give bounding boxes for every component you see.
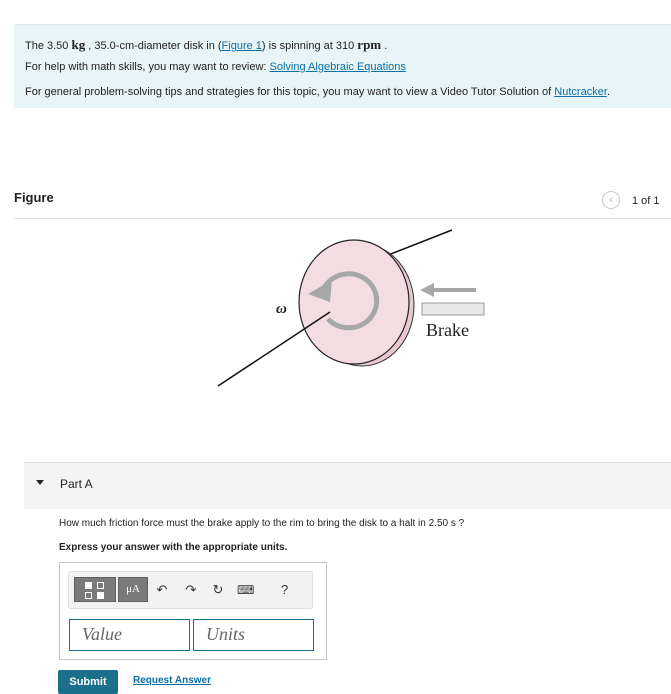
answer-box bbox=[59, 562, 327, 660]
keyboard-icon[interactable]: ⌨ bbox=[237, 583, 255, 597]
value-input[interactable]: Value bbox=[69, 619, 190, 651]
request-answer-link[interactable]: Request Answer bbox=[133, 675, 211, 686]
template-square-icon bbox=[85, 592, 92, 599]
templates-button[interactable] bbox=[74, 577, 116, 602]
math-toolbar bbox=[68, 571, 313, 609]
omega-label: ω bbox=[276, 301, 287, 317]
problem-statement bbox=[25, 37, 387, 53]
axle-front bbox=[218, 312, 330, 386]
previous-figure-button[interactable] bbox=[602, 191, 620, 209]
part-a-label: Part A bbox=[60, 477, 93, 491]
statement-text-3: ) is spinning at 310 bbox=[261, 40, 358, 52]
brake-label: Brake bbox=[426, 320, 469, 340]
template-square-icon bbox=[97, 582, 104, 589]
figure-page-count: 1 of 1 bbox=[632, 195, 660, 207]
math-help-text: For help with math skills, you may want to review: bbox=[25, 61, 270, 73]
statement-text-4: . bbox=[381, 40, 388, 52]
chevron-left-icon: ‹ bbox=[609, 194, 613, 206]
figure-top-divider bbox=[14, 218, 671, 219]
video-tutor-text: For general problem-solving tips and strategies for this topic, you may want to view a Video Tutor Solution of bbox=[25, 86, 555, 98]
problem-intro bbox=[14, 24, 671, 108]
reset-icon[interactable]: ↻ bbox=[212, 582, 224, 597]
figure-title: Figure bbox=[14, 190, 54, 205]
brake-force-arrowhead bbox=[420, 283, 434, 297]
units-symbol-button[interactable]: μA bbox=[118, 577, 148, 602]
disk-brake-figure bbox=[200, 222, 500, 392]
figure-link[interactable]: Figure 1 bbox=[221, 40, 262, 52]
template-square-icon bbox=[97, 592, 104, 599]
brake-pad bbox=[422, 303, 484, 315]
instruction-text: Express your answer with the appropriate units. bbox=[59, 542, 288, 553]
undo-icon[interactable]: ↶ bbox=[156, 582, 168, 597]
disk-face bbox=[299, 240, 409, 364]
submit-button[interactable]: Submit bbox=[58, 670, 118, 694]
redo-icon[interactable]: ↷ bbox=[185, 582, 197, 597]
part-a-header[interactable] bbox=[24, 462, 671, 509]
video-tutor-period: . bbox=[606, 86, 610, 98]
help-button[interactable]: ? bbox=[281, 582, 289, 597]
units-input[interactable]: Units bbox=[193, 619, 314, 651]
video-tutor-link[interactable]: Nutcracker bbox=[554, 86, 607, 98]
unit-rpm: rpm bbox=[357, 37, 382, 52]
caret-down-icon bbox=[36, 480, 44, 485]
statement-text-1: The 3.50 bbox=[25, 40, 72, 52]
math-skills-link[interactable]: Solving Algebraic Equations bbox=[269, 61, 406, 73]
question-text: How much friction force must the brake apply to the rim to bring the disk to a halt in 2.50 s ? bbox=[59, 518, 465, 529]
math-help-line bbox=[25, 61, 406, 73]
template-square-icon bbox=[85, 582, 92, 589]
video-tutor-line bbox=[25, 86, 610, 98]
unit-kg: kg bbox=[71, 37, 86, 52]
statement-text-2: , 35.0-cm-diameter disk in ( bbox=[85, 40, 222, 52]
